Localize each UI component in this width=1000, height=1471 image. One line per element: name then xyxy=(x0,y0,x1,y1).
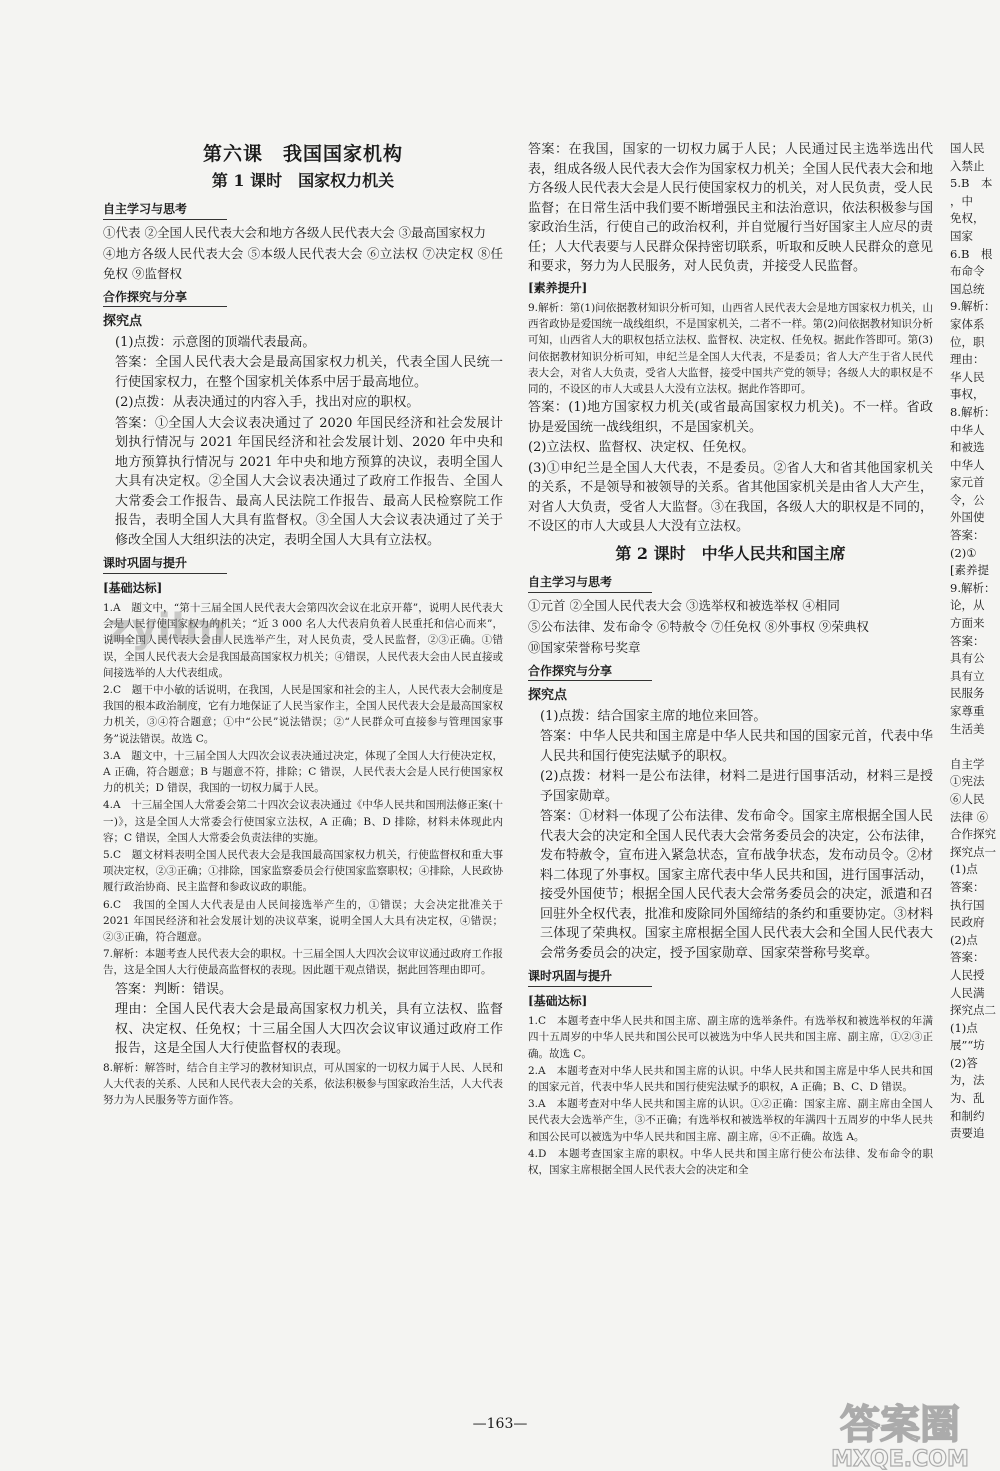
clipped-line: 8.解析： xyxy=(950,404,996,419)
hint-text: (1)点拨：结合国家主席的地位来回答。 xyxy=(540,708,767,724)
clipped-line: 答案： xyxy=(950,528,985,543)
clipped-line: 入禁止 xyxy=(950,158,985,173)
clipped-line: 布命令 xyxy=(950,264,985,279)
hint-text: (1)点拨：示意图的顶端代表最高。 xyxy=(115,334,316,350)
clipped-line: 人民授 xyxy=(950,967,985,982)
watermark-text-en: MXQE.COM xyxy=(831,1447,969,1471)
clipped-line: 执行国 xyxy=(950,897,985,912)
clipped-line: 家尊重 xyxy=(950,704,985,718)
clipped-line: (2)① xyxy=(950,545,977,560)
answer-item: 1.C 本题考查中华人民共和国主席、副主席的选举条件。有选举权和被选举权的年满四十五周岁的中华人民共和国公民可以被选为中华人民共和国主席、副主席，①②③正确。故选 C。 xyxy=(528,1015,933,1060)
clipped-line: 民政府 xyxy=(950,915,985,930)
clipped-line: 9.解析： xyxy=(950,299,996,314)
answer-text: 答案：全国人民代表大会是最高国家权力机关，代表全国人民统一行使国家权力，在整个国家机关体系中居于最高地位。 xyxy=(115,355,503,390)
tag-heading: [基础达标] xyxy=(528,993,588,1008)
watermark-logo xyxy=(800,1398,1000,1471)
clipped-line: ①宪法 xyxy=(950,774,985,789)
clipped-line: ⑥人民 xyxy=(950,791,985,806)
clipped-line: 免权， xyxy=(950,211,985,226)
clipped-line xyxy=(950,738,1000,756)
tag-heading: [基础达标] xyxy=(103,580,163,595)
clipped-line: 令，公 xyxy=(950,492,985,507)
answer-item: 4.D 本题考查国家主席的职权。中华人民共和国主席行使公布法律、发布命令的职权，国家主席根据全国人民代表大会的决定和全 xyxy=(528,1147,933,1177)
answer-text: 答案：在我国，国家的一切权力属于人民；人民通过民主选举选出代表，组成各级人民代表大会作为国家权力机关；全国人民代表大会和地方各级人民代表大会是人民行使国家权力的机关，对人民负责，受人民监督；在日常生活中我们要不断增强民主和法治意识，依法积极参与国家政治生活，行使自己的政治权利，并自觉履行当好国家主人应尽的责任；人大代表要与人民群众保持密切联系，听取和反映人民群众的意见和要求，努力为人民服务，对人民负责，并接受人民监督。 xyxy=(528,142,933,274)
section-heading: 合作探究与分享 xyxy=(528,663,652,682)
clipped-line: [素养提 xyxy=(950,563,989,578)
faint-stamp: zyilm xyxy=(108,606,227,652)
clipped-line: 答案： xyxy=(950,633,985,648)
keyword-list: ④地方各级人民代表大会 ⑤本级人民代表大会 ⑥立法权 ⑦决定权 ⑧任免权 ⑨监督权 xyxy=(103,245,503,281)
clipped-line: 自主学 xyxy=(950,756,985,771)
page-number: —163— xyxy=(472,1416,528,1432)
answer-text: (3)①申纪兰是全国人大代表，不是委员。②省人大和省其他国家机关的关系，不是领导和被领导的关系。省其他国家机关是由省人大产生，对省人大负责，受省人大监督。③在我国，各级人大的职权是不同的，不设区的市人大或县人大没有立法权。 xyxy=(528,460,933,535)
clipped-line: 中华人 xyxy=(950,457,985,472)
answer-text: 答案：(1)地方国家权力机关(或省最高国家权力机关)。不一样。省政协是爱国统一战线组织，不是国家机关。 xyxy=(528,400,933,435)
answer-text: (2)立法权、监督权、决定权、任免权。 xyxy=(528,440,755,456)
clipped-line: 事权， xyxy=(950,387,985,402)
clipped-line: 理由： xyxy=(950,352,985,367)
clipped-line: 为，法 xyxy=(950,1073,985,1088)
reason-text: 理由：全国人民代表大会是最高国家权力机关，具有立法权、监督权、决定权、任免权；十三届全国人大四次会议审议通过政府工作报告，这是全国人大行使监督权的表现。 xyxy=(115,1002,503,1057)
section-heading: 课时巩固与提升 xyxy=(103,555,227,574)
answer-item: 6.C 我国的全国人大代表是由人民间接选举产生的，①错误；大会决定批准关于 2021 年国民经济和社会发展计划的决议草案，说明全国人大具有决定权，④错误；②③正确，符合题意。 xyxy=(103,898,503,944)
clipped-line: ，中 xyxy=(950,193,973,208)
clipped-line: (2)点 xyxy=(950,932,978,947)
clipped-line: 为、乱 xyxy=(950,1091,985,1106)
clipped-line: 具有公 xyxy=(950,651,985,666)
clipped-line: 民服务 xyxy=(950,686,985,701)
section-heading: 合作探究与分享 xyxy=(103,289,227,308)
answer-item: 9.解析：第(1)问依据教材知识分析可知，山西省人民代表大会是地方国家权力机关，山西省政协是爱国统一战线组织，不是国家机关，二者不一样。第(2)问依据教材知识分析可知，山西省人大的职权包括立法权、监督权、决定权、任免权。据此作答即可。第(3)问依据教材知识分析可知，申纪兰是全国人大代表，不是委员；省人大产生于省人民代表大会，对省人大负责，受省人大监督，接受中国共产党的领导；各级人大的职权是不同的，不设区的市人大或县人大没有立法权。据此作答即可。 xyxy=(528,302,933,396)
answer-item: 8.解析：解答时，结合自主学习的教材知识点，可从国家的一切权力属于人民、人民和人大代表的关系、人民和人民代表大会的关系，依法积极参与国家政治生活，人大代表努力为人民服务等方面作答。 xyxy=(103,1061,503,1107)
lesson-title: 第六课 我国国家机构 xyxy=(202,143,403,165)
clipped-line: 答案： xyxy=(950,950,985,965)
clipped-line: 法律 ⑥ xyxy=(950,809,989,824)
hint-text: (2)点拨：材料一是公布法律，材料二是进行国事活动，材料三是授予国家勋章。 xyxy=(540,769,933,804)
clipped-line: 方面来 xyxy=(950,616,985,631)
keyword-list: ①元首 ②全国人民代表大会 ③选举权和被选举权 ④相同 xyxy=(528,597,840,613)
answer-text: 答案：①材料一体现了公布法律、发布命令。国家主席根据全国人民代表大会的决定和全国人民代表大会常务委员会的决定，公布法律，发布特赦令，宣布进入紧急状态，宣布战争状态，发布动员令。②材料二体现了外事权。国家主席代表中华人民共和国，进行国事活动，接受外国使节；根据全国人民代表大会常务委员会的决定，派遣和召回驻外全权代表，批准和废除同外国缔结的条约和重要协定。③材料三体现了荣典权。国家主席根据全国人民代表大会和全国人民代表大会常务委员会的决定，授予国家勋章、国家荣誉称号奖章。 xyxy=(540,809,933,961)
explore-label: 探究点 xyxy=(103,314,143,329)
clipped-line: 答案： xyxy=(950,879,985,894)
clipped-line: 家体系 xyxy=(950,316,985,331)
clipped-line: 和制约 xyxy=(950,1108,985,1123)
clipped-line: 华人民 xyxy=(950,369,985,384)
section-heading: 课时巩固与提升 xyxy=(528,968,652,987)
clipped-line: 责要追 xyxy=(950,1126,985,1141)
clipped-line: 人民满 xyxy=(950,985,985,1000)
answer-item: 2.C 题干中小敏的话说明，在我国，人民是国家和社会的主人，人民代表大会制度是我国的根本政治制度，它有力地保证了人民当家作主，全国人民代表大会是最高国家权力机关，③④符合题意；①中“公民”说法错误；②“人民群众可直接参与管理国家事务”说法错误。故选 C。 xyxy=(103,684,503,745)
answer-text: 答案：判断：错误。 xyxy=(115,981,233,997)
clipped-line: 家元首 xyxy=(950,475,985,490)
clipped-line: 外国使 xyxy=(950,510,985,525)
middle-column xyxy=(528,140,933,1179)
section-heading: 自主学习与思考 xyxy=(103,201,227,220)
answer-item: 5.C 题文材料表明全国人民代表大会是我国最高国家权力机关，行使监督权和重大事项决定权，②③正确；①排除，国家监察委员会行使国家监察职权；④排除，人民政协履行政治协商、民主监督和参政议政的职能。 xyxy=(103,849,503,894)
clipped-line: 9.解析： xyxy=(950,580,996,595)
clipped-line: 国家 xyxy=(950,228,973,243)
clipped-line: 6.B 根 xyxy=(950,246,993,261)
answer-item: 3.A 题文中，十三届全国人大四次会议表决通过决定，体现了全国人大行使决定权，A 正确，符合题意；B 与题意不符，排除；C 错误，人民代表大会是人民行使国家权力的机关；D 错误，我国的一切权力属于人民。 xyxy=(103,749,503,795)
clipped-line: (2)答 xyxy=(950,1055,978,1070)
clipped-line: 中华人 xyxy=(950,422,985,437)
clipped-line: (1)点 xyxy=(950,862,978,877)
clipped-line: 5.B 本 xyxy=(950,176,993,191)
clipped-line: 国人民 xyxy=(950,141,985,155)
explore-label: 探究点 xyxy=(528,688,568,704)
clipped-line: 探究点一 xyxy=(950,844,996,859)
clipped-line: 论，从 xyxy=(950,598,985,613)
section-heading: 自主学习与思考 xyxy=(528,574,652,593)
answer-text: 答案：①全国人大会议表决通过了 2020 年国民经济和社会发展计划执行情况与 2021 年国民经济和社会发展计划、2020 年中央和地方预算执行情况与 2021 年中央和地方预算的决议，表明全国人大具有决定权。②全国人大会议表决通过了政府工作报告、全国人大常委会工作报告、最高人民法院工作报告、最高人民检察院工作报告，表明全国人大具有监督权。③全国人大会议表决通过了关于修改全国人大组织法的决定，表明全国人大具有立法权。 xyxy=(115,415,503,548)
clipped-line: 国总统 xyxy=(950,281,985,296)
hint-text: (2)点拨：从表决通过的内容入手，找出对应的职权。 xyxy=(115,395,420,410)
period-title: 第 2 课时 中华人民共和国主席 xyxy=(615,543,846,563)
clipped-line: 位，职 xyxy=(950,334,985,349)
clipped-line: 探究点二 xyxy=(950,1003,996,1018)
clipped-line: 具有立 xyxy=(950,668,985,683)
answer-item: 4.A 十三届全国人大常委会第二十四次会议表决通过《中华人民共和国刑法修正案(十一)》，这是全国人大常委会行使国家立法权，A 正确；B、D 排除，材料未体现此内容；C 错误，全国人大常委会负责法律的实施。 xyxy=(103,799,503,844)
answer-text: 答案：中华人民共和国主席是中华人民共和国的国家元首，代表中华人民共和国行使宪法赋予的职权。 xyxy=(540,729,933,764)
clipped-line: 和被选 xyxy=(950,440,985,455)
clipped-line: 生活美 xyxy=(950,721,985,736)
right-column-clipped xyxy=(950,140,1000,1143)
clipped-line: 展”“坊 xyxy=(950,1038,985,1053)
keyword-list: ⑩国家荣誉称号奖章 xyxy=(528,639,641,655)
answer-item: 2.A 本题考查对中华人民共和国主席的认识。中华人民共和国主席是中华人民共和国的国家元首，代表中华人民共和国行使宪法赋予的职权，A 正确；B、C、D 错误。 xyxy=(528,1064,933,1094)
answer-item: 1.A 题文中，“第十三届全国人民代表大会第四次会议在北京开幕”，说明人民代表大会是人民行使国家权力的机关；“近 3 000 名人大代表肩负着人民重托和信心而来”，说明全国人民代表大会由人民选举产生，对人民负责，受人民监督，②③正确。①错误，全国人民代表大会是我国最高国家权力机关；④错误，人民代表大会由人民直接或间接选举的人大代表组成。 xyxy=(103,602,503,679)
clipped-line: (1)点 xyxy=(950,1020,978,1035)
keyword-list: ①代表 ②全国人民代表大会和地方各级人民代表大会 ③最高国家权力 xyxy=(103,224,486,240)
tag-heading: [素养提升] xyxy=(528,280,588,295)
answer-item: 3.A 本题考查对中华人民共和国主席的认识。①②正确：国家主席、副主席由全国人民代表大会选举产生，③不正确；有选举权和被选举权的年满四十五周岁的中华人民共和国公民可以被选为中华人民共和国主席、副主席，④不正确。故选 A。 xyxy=(528,1098,933,1143)
period-title: 第 1 课时 国家权力机关 xyxy=(211,170,395,190)
watermark-text-cn: 答案圈 xyxy=(840,1402,960,1448)
answer-item: 7.解析：本题考查人民代表大会的职权。十三届全国人大四次会议审议通过政府工作报告，这是全国人大行使最高监督权的表现。因此题干观点错误，据此回答理由即可。 xyxy=(103,948,503,977)
clipped-line: 合作探究 xyxy=(950,827,996,842)
keyword-list: ⑤公布法律、发布命令 ⑥特赦令 ⑦任免权 ⑧外事权 ⑨荣典权 xyxy=(528,618,869,634)
